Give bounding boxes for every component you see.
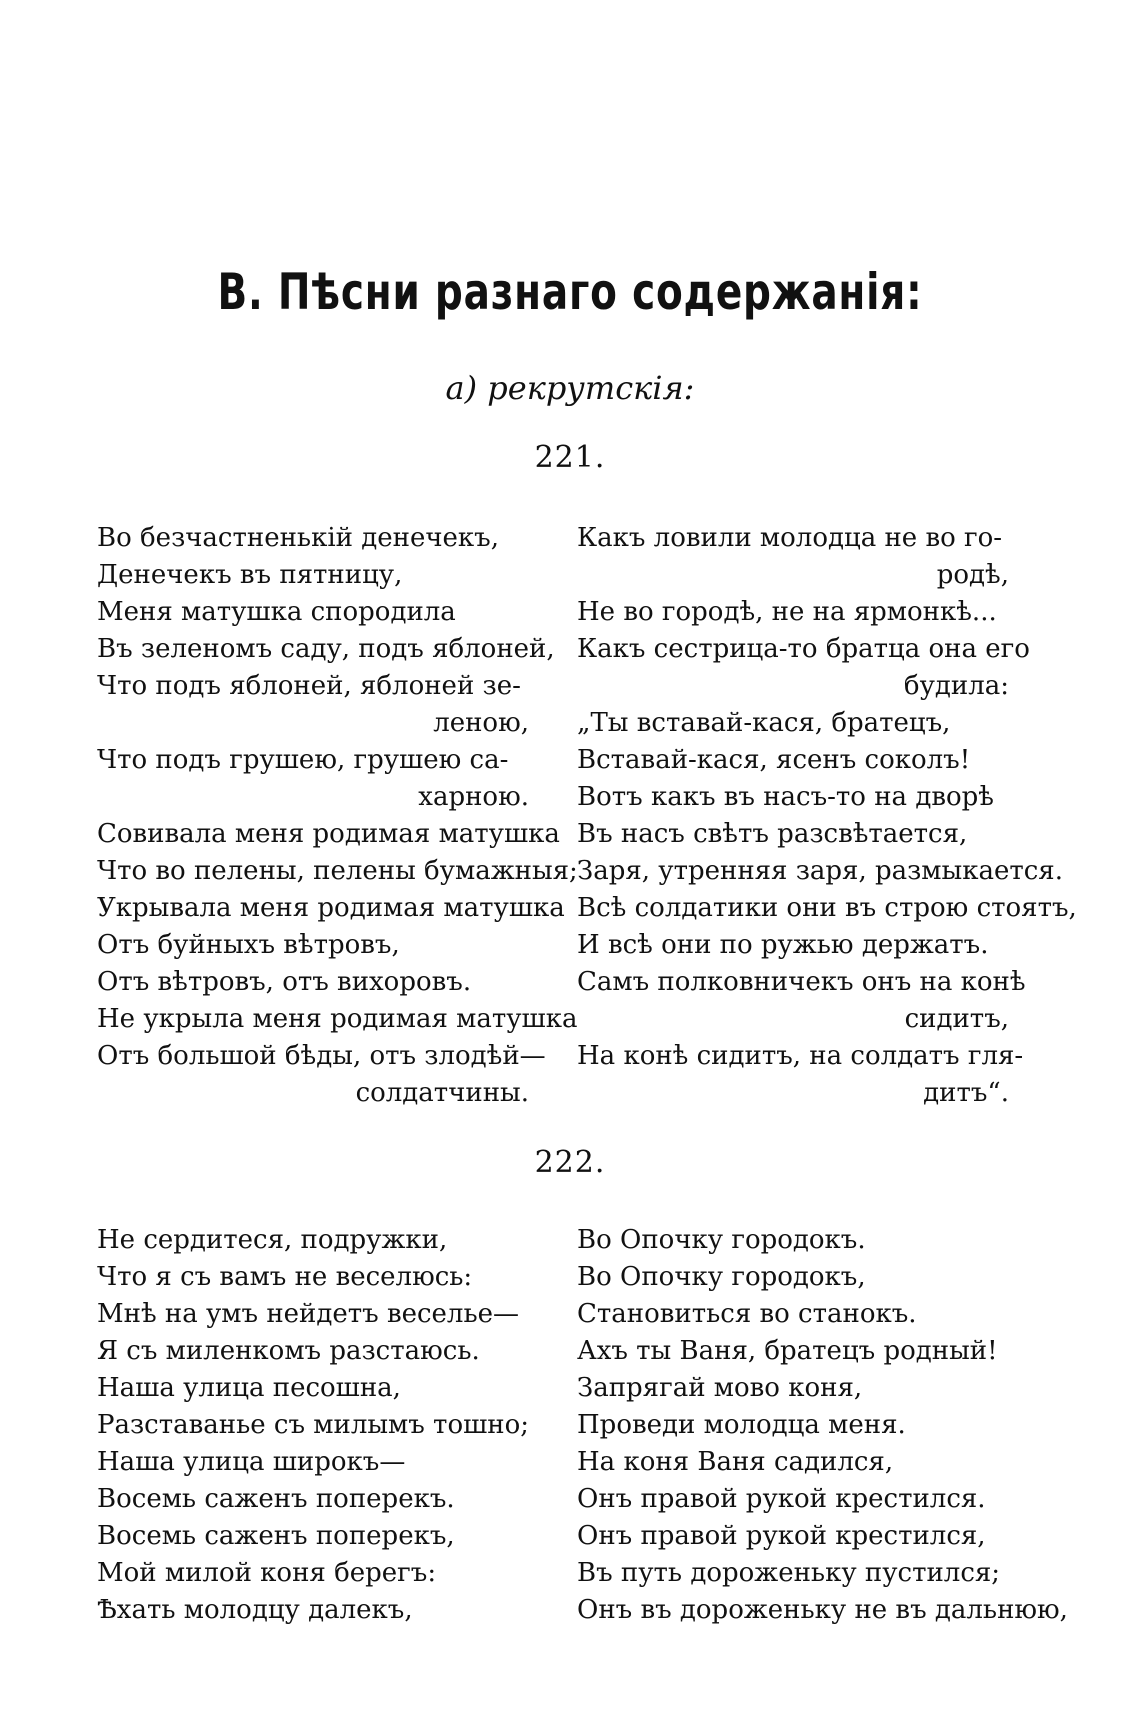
verse-line: Меня матушка спородила — [97, 597, 456, 627]
verse-line: Восемь саженъ поперекъ, — [97, 1521, 455, 1551]
song-number-222: 222. — [534, 1145, 606, 1180]
verse-line: харною. — [418, 782, 529, 812]
verse-line: Ѣхать молодцу далекъ, — [97, 1595, 413, 1625]
verse-line: будила: — [903, 671, 1009, 701]
verse-line: Наша улица песошна, — [97, 1373, 401, 1403]
verse-line: леною, — [433, 708, 529, 738]
verse-line: Во безчастненькій денечекъ, — [97, 523, 499, 553]
verse-line: Совивала меня родимая матушка — [97, 819, 560, 849]
verse-line: Во Опочку городокъ, — [577, 1262, 866, 1292]
song-222-right-column — [577, 1222, 1068, 1629]
song-222-left-column — [97, 1222, 537, 1629]
verse-line: Я съ миленкомъ разстаюсь. — [97, 1336, 480, 1366]
verse-line: Самъ полковничекъ онъ на конѣ — [577, 967, 1026, 997]
verse-line: Въ путь дороженьку пустился; — [577, 1558, 1001, 1588]
song-221-right-column — [577, 520, 1077, 1112]
verse-line: Восемь саженъ поперекъ. — [97, 1484, 455, 1514]
verse-line: Не сердитеся, подружки, — [97, 1225, 448, 1255]
verse-line: Разставанье съ милымъ тошно; — [97, 1410, 530, 1440]
verse-line: Въ зеленомъ саду, подъ яблоней, — [97, 634, 555, 664]
verse-line: Какъ ловили молодца не во го- — [577, 523, 1003, 553]
verse-line: Во Опочку городокъ. — [577, 1225, 866, 1255]
verse-line: Ахъ ты Ваня, братецъ родный! — [577, 1336, 998, 1366]
verse-line: родѣ, — [936, 560, 1009, 590]
verse-line: солдатчины. — [355, 1078, 529, 1108]
verse-line: Что я съ вамъ не веселюсь: — [97, 1262, 473, 1292]
verse-line: Укрывала меня родимая матушка — [97, 893, 565, 923]
verse-line: сидитъ, — [904, 1004, 1009, 1034]
verse-line: Вотъ какъ въ насъ-то на дворѣ — [577, 782, 994, 812]
section-title: В. Пѣсни разнаго содержанія: — [217, 263, 923, 321]
verse-line: Въ насъ свѣтъ разсвѣтается, — [577, 819, 968, 849]
verse-line: дитъ“. — [923, 1078, 1009, 1108]
verse-line: Не укрыла меня родимая матушка — [97, 1004, 578, 1034]
verse-line: Что во пелены, пелены бумажныя; — [97, 856, 578, 886]
verse-line: Становиться во станокъ. — [577, 1299, 917, 1329]
verse-line: На конѣ сидитъ, на солдатъ гля- — [577, 1041, 1024, 1071]
verse-line: Всѣ солдатики они въ строю стоятъ, — [577, 893, 1077, 923]
verse-line: Запрягай мово коня, — [577, 1373, 863, 1403]
verse-line: Онъ въ дороженьку не въ дальнюю, — [577, 1595, 1068, 1625]
verse-line: На коня Ваня садился, — [577, 1447, 894, 1477]
verse-line: Наша улица широкъ— — [97, 1447, 406, 1477]
verse-line: Что подъ яблоней, яблоней зе- — [97, 671, 521, 701]
verse-line: Не во городѣ, не на ярмонкѣ... — [577, 597, 997, 627]
verse-line: Заря, утренняя заря, размыкается. — [577, 856, 1063, 886]
verse-line: Какъ сестрица-то братца она его — [577, 634, 1030, 664]
verse-line: Онъ правой рукой крестился, — [577, 1521, 986, 1551]
verse-line: Отъ буйныхъ вѣтровъ, — [97, 930, 400, 960]
verse-line: „Ты вставай-кася, братецъ, — [577, 708, 951, 738]
verse-line: И всѣ они по ружью держатъ. — [577, 930, 989, 960]
verse-line: Мой милой коня берегъ: — [97, 1558, 437, 1588]
verse-line: Денечекъ въ пятницу, — [97, 560, 403, 590]
song-221-left-column — [97, 520, 578, 1112]
verse-line: Онъ правой рукой крестился. — [577, 1484, 986, 1514]
subsection-title: а) рекрутскія: — [445, 369, 695, 407]
verse-line: Отъ вѣтровъ, отъ вихоровъ. — [97, 967, 472, 997]
song-number-221: 221. — [534, 440, 606, 475]
verse-line: Проведи молодца меня. — [577, 1410, 906, 1440]
verse-line: Что подъ грушею, грушею са- — [97, 745, 509, 775]
verse-line: Мнѣ на умъ нейдетъ веселье— — [97, 1299, 519, 1329]
verse-line: Вставай-кася, ясенъ соколъ! — [577, 745, 971, 775]
verse-line: Отъ большой бѣды, отъ злодѣй— — [97, 1041, 546, 1071]
